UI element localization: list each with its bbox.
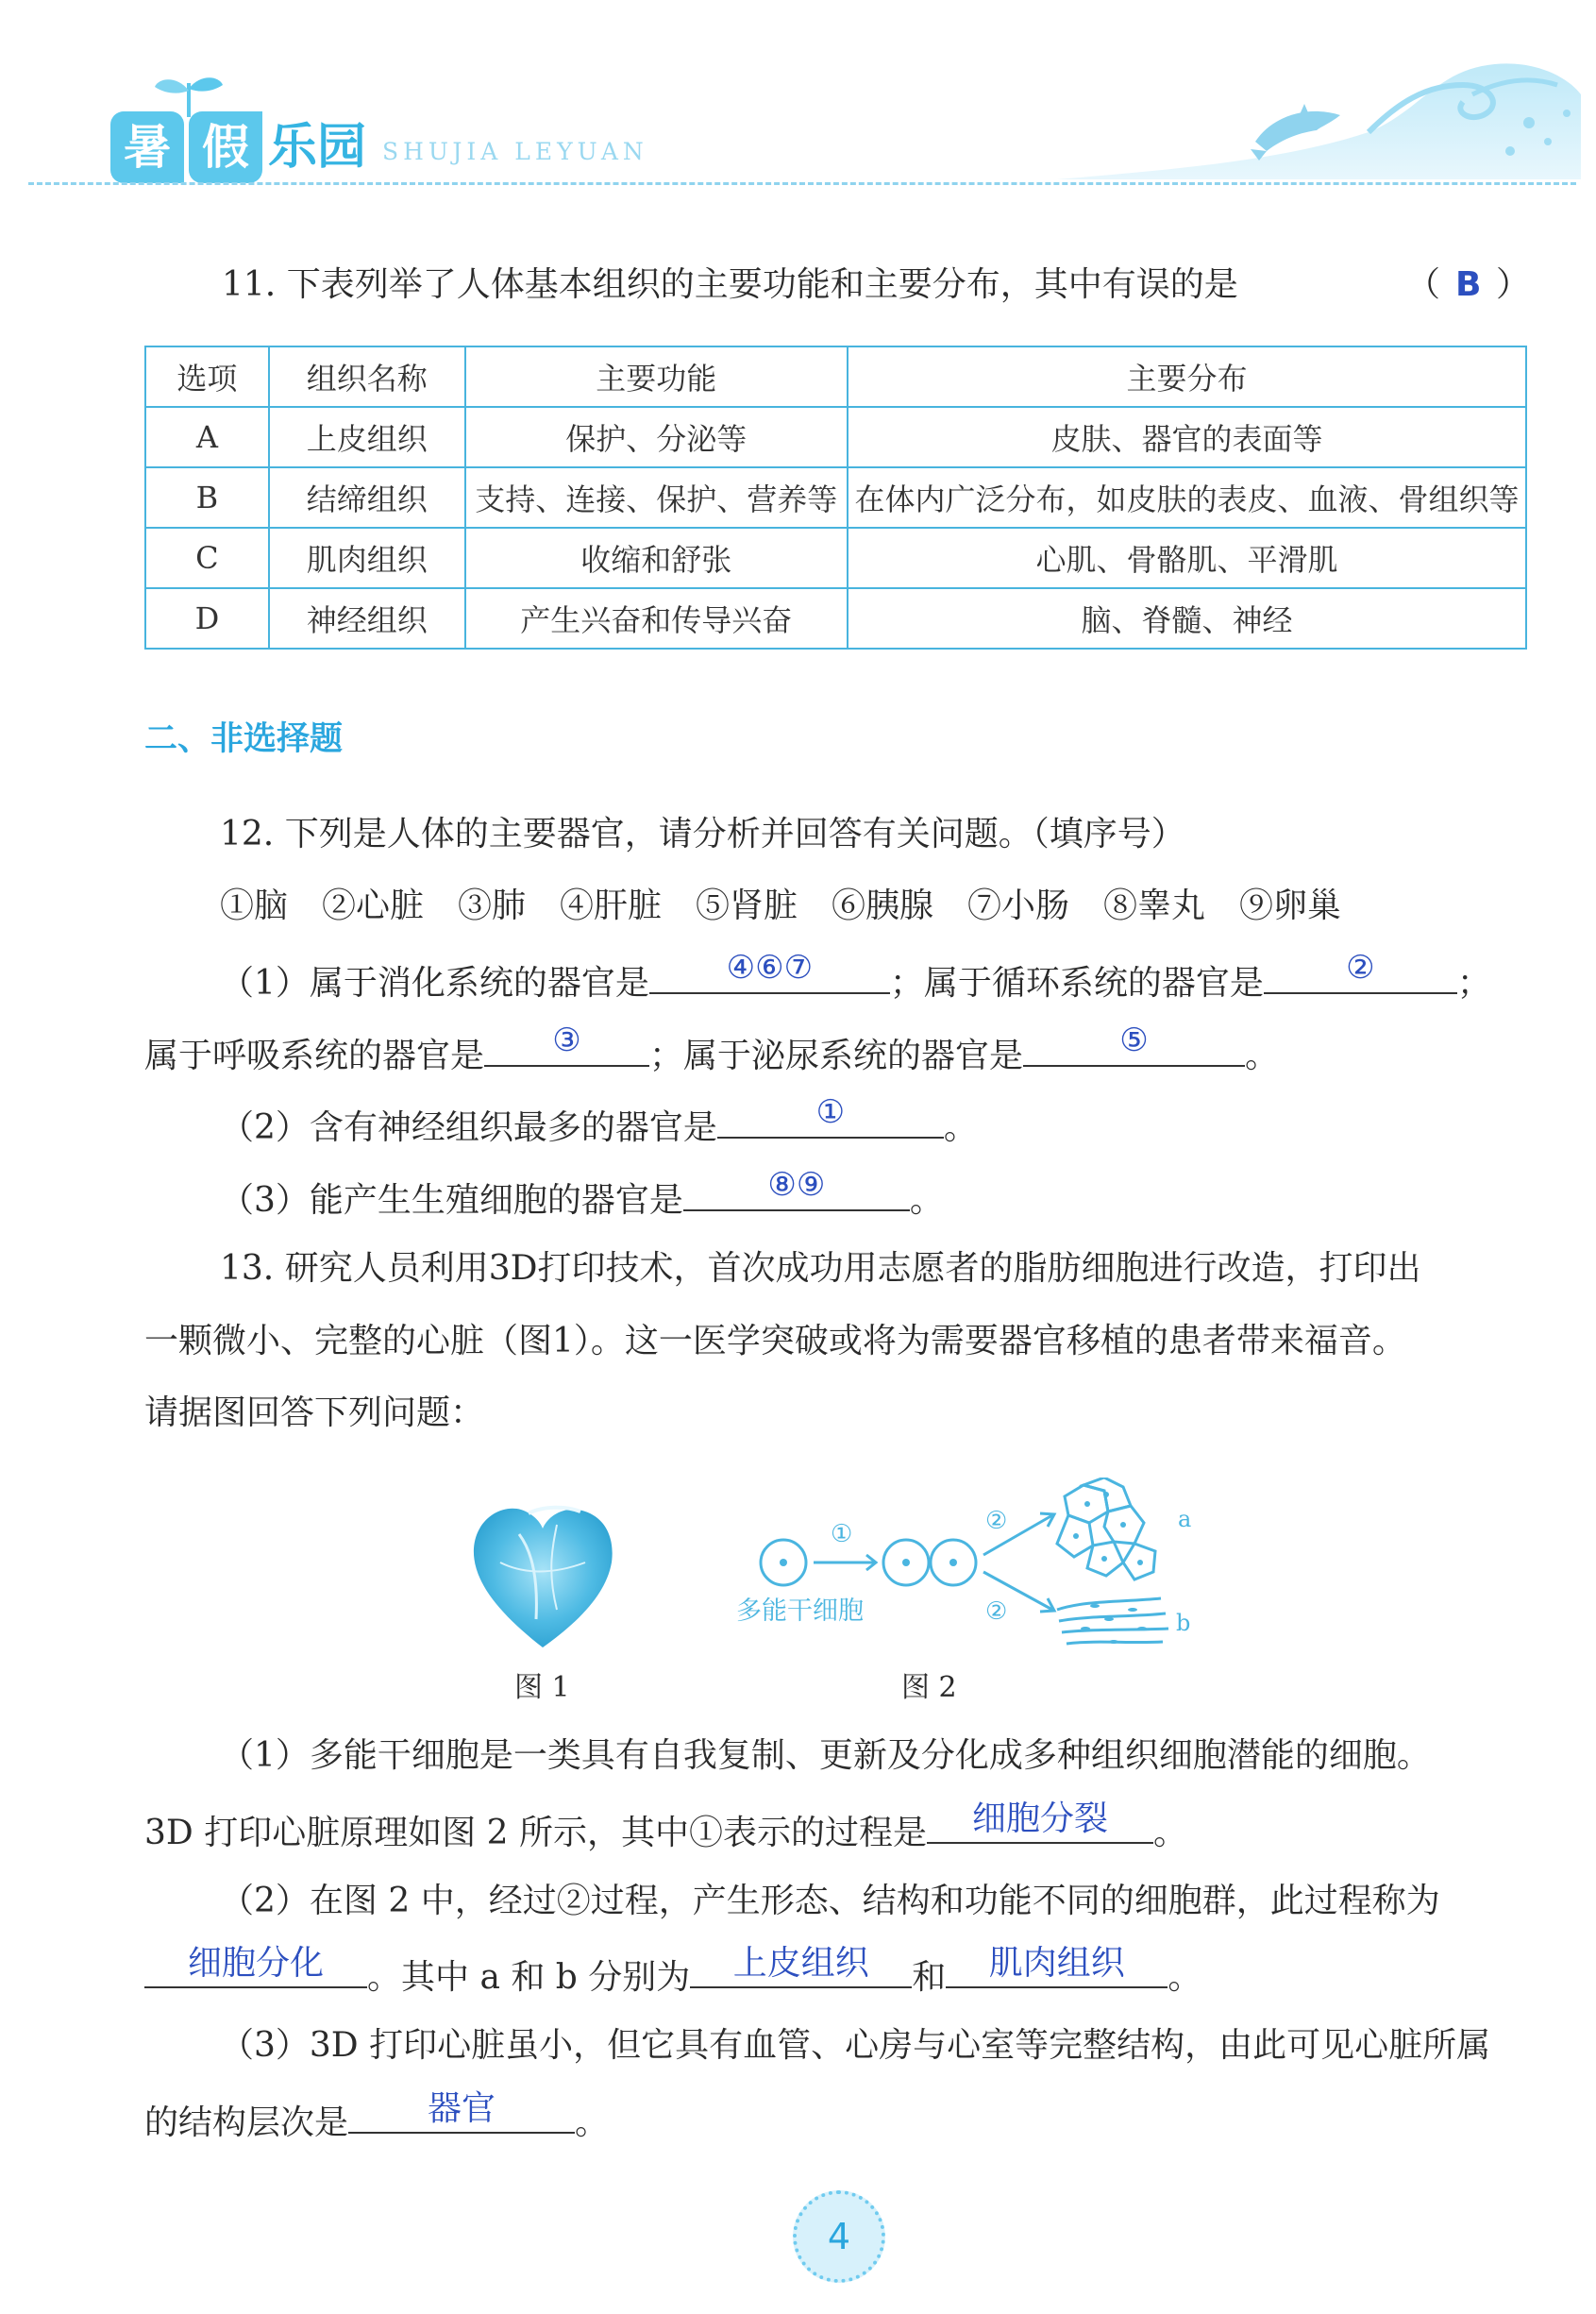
- table-cell: 在体内广泛分布，如皮肤的表皮、血液、骨组织等: [848, 467, 1526, 528]
- fig2-caption: 图 2: [901, 1671, 957, 1704]
- fig2-diagram: [708, 1478, 1218, 1662]
- logo-char-1: 暑: [110, 111, 184, 183]
- answer-blank[interactable]: [927, 1799, 1153, 1844]
- answer-blank[interactable]: [683, 1166, 910, 1211]
- table-cell: B: [145, 467, 269, 528]
- fig1-heart-image: [462, 1496, 623, 1657]
- q13-stem-line1: 13. 研究人员利用3D打印技术，首次成功用志愿者的脂肪细胞进行改造，打印出: [220, 1249, 1421, 1288]
- table-cell: 皮肤、器官的表面等: [848, 407, 1526, 467]
- answer-text: 细胞分裂: [972, 1799, 1109, 1838]
- answer-text: 器官: [428, 2089, 496, 2128]
- text: （1）属于消化系统的器官是: [220, 964, 649, 1003]
- q13-stem-line2: 一颗微小、完整的心脏（图1）。这一医学突破或将为需要器官移植的患者带来福音。: [144, 1322, 1406, 1360]
- fig1-caption: 图 1: [514, 1671, 570, 1704]
- answer-text: 上皮组织: [732, 1944, 869, 1983]
- q12-part1-line1: [220, 949, 1491, 1005]
- table-cell: 产生兴奋和传导兴奋: [465, 588, 848, 649]
- table-header-cell: 选项: [145, 346, 269, 407]
- fig2-step2-bottom-label: ②: [985, 1597, 1008, 1626]
- text: （2）含有神经组织最多的器官是: [220, 1108, 717, 1147]
- answer-blank[interactable]: [144, 1944, 367, 1988]
- answer-text: 肌肉组织: [988, 1944, 1125, 1983]
- table-cell: D: [145, 588, 269, 649]
- text: （3）能产生生殖细胞的器官是: [220, 1181, 683, 1220]
- logo-pinyin: SHUJIA LEYUAN: [382, 138, 648, 165]
- paren-right: ）: [1496, 265, 1531, 304]
- table-cell: 结缔组织: [269, 467, 465, 528]
- q13-part2-line1: （2）在图 2 中，经过②过程，产生形态、结构和功能不同的细胞群，此过程称为: [220, 1882, 1440, 1920]
- q13-part3-line2: [144, 2089, 610, 2144]
- answer-blank[interactable]: [1023, 1022, 1245, 1067]
- table-cell: 神经组织: [269, 588, 465, 649]
- wave-dolphin-decoration: [1057, 57, 1586, 184]
- answer-blank[interactable]: [649, 949, 890, 994]
- text: 。其中 a 和 b 分别为: [367, 1958, 691, 1997]
- table-cell: 肌肉组织: [269, 528, 465, 588]
- answer-text: ③: [552, 1022, 581, 1059]
- page-header: [0, 0, 1596, 189]
- table-row: [145, 407, 1526, 467]
- table-cell: 保护、分泌等: [465, 407, 848, 467]
- answer-blank[interactable]: [946, 1944, 1168, 1988]
- text: 。: [1245, 1037, 1280, 1075]
- q11-answer: B: [1455, 265, 1482, 304]
- page-number: 4: [793, 2190, 885, 2283]
- answer-text: ④⑥⑦: [726, 949, 814, 987]
- header-dashed-line: [28, 182, 1576, 185]
- table-header-cell: 主要功能: [465, 346, 848, 407]
- text: 。: [943, 1108, 978, 1147]
- q13-part1-line2: [144, 1799, 1188, 1854]
- q12-part1-line2: [144, 1022, 1280, 1077]
- tissue-table: [144, 346, 1527, 650]
- answer-blank[interactable]: [690, 1944, 912, 1988]
- answer-text: ⑤: [1119, 1022, 1149, 1059]
- q12-organ-list: ①脑 ②心脏 ③肺 ④肝脏 ⑤肾脏 ⑥胰腺 ⑦小肠 ⑧睾丸 ⑨卵巢: [220, 887, 1342, 925]
- table-cell: 支持、连接、保护、营养等: [465, 467, 848, 528]
- table-row: [145, 588, 1526, 649]
- table-cell: A: [145, 407, 269, 467]
- q13-stem-line3: 请据图回答下列问题：: [144, 1393, 485, 1432]
- fig2-step1-label: ①: [831, 1520, 853, 1548]
- text: 属于呼吸系统的器官是: [144, 1037, 485, 1075]
- answer-text: 细胞分化: [187, 1944, 324, 1983]
- answer-text: ⑧⑨: [767, 1166, 826, 1204]
- table-row: [145, 528, 1526, 588]
- table-cell: 上皮组织: [269, 407, 465, 467]
- table-cell: 脑、脊髓、神经: [848, 588, 1526, 649]
- answer-blank[interactable]: [1264, 949, 1457, 994]
- table-cell: 心肌、骨骼肌、平滑肌: [848, 528, 1526, 588]
- table-header-cell: 组织名称: [269, 346, 465, 407]
- fig2-label-a: a: [1178, 1506, 1192, 1532]
- text: 。: [1168, 1958, 1202, 1997]
- section-title: 二、非选择题: [144, 720, 344, 758]
- text: ；属于循环系统的器官是: [889, 964, 1264, 1003]
- fig2-label-b: b: [1176, 1610, 1191, 1636]
- paren-left: （: [1406, 265, 1441, 304]
- text: 。: [909, 1181, 944, 1220]
- answer-text: ②: [1346, 949, 1375, 987]
- logo-char-2: 假: [189, 111, 262, 183]
- text: ；: [1456, 964, 1491, 1003]
- logo-char-3: 乐园: [268, 119, 367, 176]
- q11-answer-paren: [1406, 264, 1531, 306]
- text: 的结构层次是: [144, 2103, 349, 2142]
- table-row: [145, 467, 1526, 528]
- table-header-cell: 主要分布: [848, 346, 1526, 407]
- answer-blank[interactable]: [484, 1022, 649, 1067]
- q13-part3-line1: （3）3D 打印心脏虽小，但它具有血管、心房与心室等完整结构，由此可见心脏所属: [220, 2026, 1491, 2065]
- q12-part3: [220, 1166, 944, 1222]
- fig2-step2-top-label: ②: [985, 1507, 1008, 1535]
- text: 3D 打印心脏原理如图 2 所示，其中①表示的过程是: [144, 1814, 928, 1852]
- q11-stem: 11. 下表列举了人体基本组织的主要功能和主要分布，其中有误的是: [222, 265, 1238, 304]
- text: 和: [912, 1958, 947, 1997]
- q12-stem: 12. 下列是人体的主要器官，请分析并回答有关问题。（填序号）: [220, 815, 1185, 853]
- table-header-row: [145, 346, 1526, 407]
- fig2-stem-cell-label: 多能干细胞: [736, 1596, 864, 1626]
- table-cell: C: [145, 528, 269, 588]
- q13-part2-line2: [144, 1944, 1202, 1999]
- answer-blank[interactable]: [717, 1093, 944, 1139]
- text: ；属于泌尿系统的器官是: [649, 1037, 1024, 1075]
- text: 。: [575, 2103, 610, 2142]
- text: 。: [1153, 1814, 1188, 1852]
- q12-part2: [220, 1093, 978, 1149]
- answer-blank[interactable]: [348, 2089, 575, 2134]
- table-cell: 收缩和舒张: [465, 528, 848, 588]
- q13-part1-line1: （1）多能干细胞是一类具有自我复制、更新及分化成多种组织细胞潜能的细胞。: [220, 1736, 1431, 1775]
- answer-text: ①: [815, 1093, 846, 1131]
